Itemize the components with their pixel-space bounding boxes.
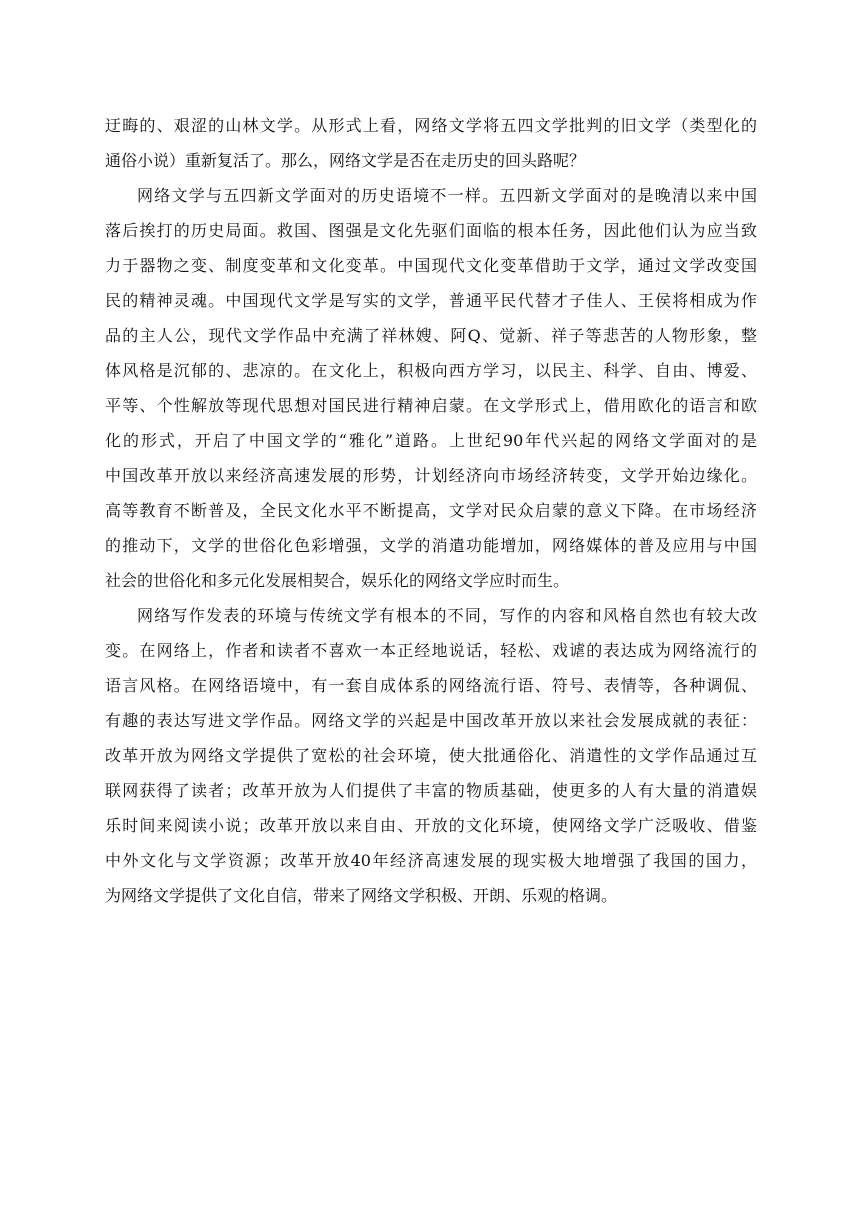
paragraph-line: 落后挨打的历史局面。救国、图强是文化先驱们面临的根本任务，因此他们认为应当致 [105,221,757,240]
paragraph-line: 中国改革开放以来经济高速发展的形势，计划经济向市场经济转变，文学开始边缘化。 [105,466,757,485]
paragraph-line: 体风格是沉郁的、悲凉的。在文化上，积极向西方学习，以民主、科学、自由、博爱、 [105,361,757,380]
paragraph-line: 迂晦的、艰涩的山林文学。从形式上看，网络文学将五四文学批判的旧文学（类型化的 [105,116,757,135]
paragraph-line: 网络写作发表的环境与传统文学有根本的不同，写作的内容和风格自然也有较大改 [137,606,757,625]
paragraph-line: 中外文化与文学资源；改革开放40年经济高速发展的现实极大地增强了我国的国力， [105,851,757,870]
paragraph-line: 民的精神灵魂。中国现代文学是写实的文学，普通平民代替才子佳人、王侯将相成为作 [105,291,757,310]
paragraph-line: 高等教育不断普及，全民文化水平不断提高，文学对民众启蒙的意义下降。在市场经济 [105,501,757,520]
paragraph-line: 的推动下，文学的世俗化色彩增强，文学的消遣功能增加，网络媒体的普及应用与中国 [105,536,757,555]
paragraph-line: 有趣的表达写进文学作品。网络文学的兴起是中国改革开放以来社会发展成就的表征： [105,711,757,730]
paragraph-line: 变。在网络上，作者和读者不喜欢一本正经地说话，轻松、戏谑的表达成为网络流行的 [105,641,757,660]
paragraph-line: 通俗小说）重新复活了。那么，网络文学是否在走历史的回头路呢？ [105,151,586,170]
paragraph-line: 语言风格。在网络语境中，有一套自成体系的网络流行语、符号、表情等，各种调侃、 [105,676,757,695]
article-body [105,108,757,913]
paragraph-line: 平等、个性解放等现代思想对国民进行精神启蒙。在文学形式上，借用欧化的语言和欧 [105,396,757,415]
paragraph-line: 为网络文学提供了文化自信，带来了网络文学积极、开朗、乐观的格调。 [105,886,618,905]
paragraph-line: 乐时间来阅读小说；改革开放以来自由、开放的文化环境，使网络文学广泛吸收、借鉴 [105,816,757,835]
paragraph-2 [105,178,757,598]
paragraph-line: 品的主人公，现代文学作品中充满了祥林嫂、阿Q、觉新、祥子等悲苦的人物形象，整 [105,326,757,345]
paragraph-3 [105,598,757,913]
paragraph-line: 力于器物之变、制度变革和文化变革。中国现代文化变革借助于文学，通过文学改变国 [105,256,757,275]
paragraph-line: 社会的世俗化和多元化发展相契合，娱乐化的网络文学应时而生。 [105,571,570,590]
paragraph-line: 改革开放为网络文学提供了宽松的社会环境，使大批通俗化、消遣性的文学作品通过互 [105,746,757,765]
paragraph-1 [105,108,757,178]
paragraph-line: 网络文学与五四新文学面对的历史语境不一样。五四新文学面对的是晚清以来中国 [137,186,757,205]
paragraph-line: 化的形式，开启了中国文学的“雅化”道路。上世纪90年代兴起的网络文学面对的是 [105,431,757,450]
paragraph-line: 联网获得了读者；改革开放为人们提供了丰富的物质基础，使更多的人有大量的消遣娱 [105,781,757,800]
